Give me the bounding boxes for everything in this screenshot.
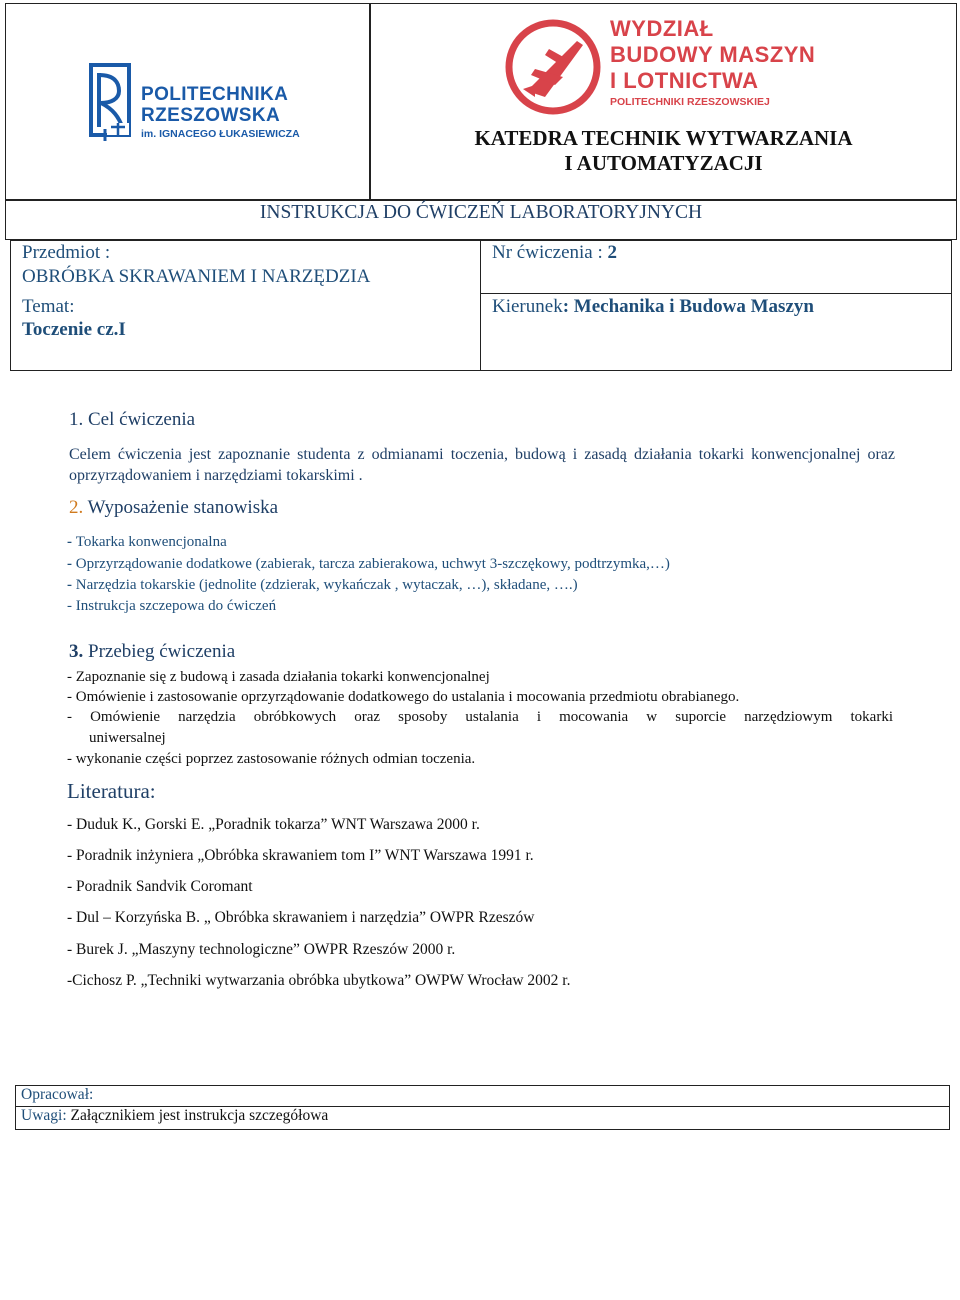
equipment-item: [67, 575, 578, 595]
equipment-item: [67, 554, 670, 574]
procedure-item: - Omówienie i zastosowanie oprzyrządowanie dodatkowego do ustalania i mocowania przedmiotu obrabianego.: [67, 689, 740, 705]
topic-label: Temat:: [22, 296, 75, 317]
university-crest-icon: [89, 63, 133, 143]
equipment-dash: -: [67, 534, 76, 550]
section3-title-number: 3.: [69, 641, 84, 662]
exercise-number: 2: [607, 242, 618, 263]
subject-value: OBRÓBKA SKRAWANIEM I NARZĘDZIA: [22, 266, 371, 287]
literature-item: - Burek J. „Maszyny technologiczne” OWPR Rzeszów 2000 r.: [67, 941, 456, 958]
section1-text: Celem ćwiczenia jest zapoznanie studenta z odmianami toczenia, budową i zasadą działania tokarki konwencjonalnej oraz oprzyrządowaniem i narzędziami tokarskimi .: [69, 446, 895, 484]
notes-row: [21, 1107, 328, 1125]
procedure-item-continuation: uniwersalnej: [89, 730, 166, 746]
university-name-line3: im. IGNACEGO ŁUKASIEWICZA: [141, 128, 300, 140]
prepared-by-label: Opracował:: [21, 1086, 94, 1103]
section2-title-number: 2.: [69, 497, 84, 518]
procedure-item: - Omówienie narzędzia obróbkowych oraz sposoby ustalania i mocowania w suporcie narzędziowym tokarki: [67, 709, 893, 725]
procedure-item: - Zapoznanie się z budową i zasada działania tokarki konwencjonalnej: [67, 669, 490, 685]
procedure-item: - wykonanie części poprzez zastosowanie różnych odmian toczenia.: [67, 751, 476, 767]
direction-row: [492, 296, 814, 318]
exercise-number-row: [492, 242, 617, 264]
direction-label: Kierunek: [492, 296, 563, 317]
university-name-line2: RZESZOWSKA: [141, 105, 281, 126]
equipment-text: Oprzyrządowanie dodatkowe (zabierak, tarcza zabierakowa, uchwyt 3-szczękowy, podtrzymka,…): [75, 556, 670, 572]
airplane-emblem-icon: [505, 19, 601, 115]
equipment-dash: -: [67, 577, 76, 593]
section1-title: 1. Cel ćwiczenia: [69, 409, 196, 430]
faculty-name-line4: POLITECHNIKI RZESZOWSKIEJ: [610, 96, 770, 108]
section3-title-text: Przebieg ćwiczenia: [83, 641, 236, 662]
section2-title: [69, 497, 278, 519]
info-divider-horizontal: [480, 293, 952, 294]
literature-item: - Duduk K., Gorski E. „Poradnik tokarza” WNT Warszawa 2000 r.: [67, 816, 480, 833]
subject-label: Przedmiot :: [22, 242, 111, 263]
university-name-line1: POLITECHNIKA: [141, 84, 289, 105]
literature-title: Literatura:: [67, 779, 156, 803]
instruction-title: INSTRUKCJA DO ĆWICZEŃ LABORATORYJNYCH: [259, 202, 703, 223]
direction-value: : Mechanika i Budowa Maszyn: [562, 296, 814, 317]
section3-title: [69, 641, 235, 663]
faculty-name-line2: BUDOWY MASZYN: [610, 42, 816, 67]
faculty-name-line1: WYDZIAŁ: [610, 16, 714, 41]
equipment-text: Tokarka konwencjonalna: [75, 534, 227, 550]
equipment-dash: -: [67, 598, 76, 614]
equipment-text: Narzędzia tokarskie (jednolite (zdzierak, wykańczak , wytaczak, …), składane, ….): [75, 577, 578, 593]
equipment-text: Instrukcja szczepowa do ćwiczeń: [75, 598, 277, 614]
equipment-dash: -: [67, 556, 76, 572]
equipment-item: [67, 532, 227, 552]
literature-item: - Poradnik Sandvik Coromant: [67, 878, 253, 895]
literature-item: - Dul – Korzyńska B. „ Obróbka skrawaniem i narzędzia” OWPR Rzeszów: [67, 909, 535, 926]
department-name-line2: I AUTOMATYZACJI: [564, 151, 763, 175]
equipment-item: [67, 596, 276, 616]
notes-value: Załącznikiem jest instrukcja szczegółowa: [66, 1107, 329, 1124]
info-divider-vertical: [480, 240, 481, 371]
exercise-label: Nr ćwiczenia :: [492, 242, 603, 263]
section2-title-text: Wyposażenie stanowiska: [83, 497, 279, 518]
faculty-name-line3: I LOTNICTWA: [610, 68, 759, 93]
literature-item: - Poradnik inżyniera „Obróbka skrawaniem tom I” WNT Warszawa 1991 r.: [67, 847, 534, 864]
notes-label: Uwagi:: [21, 1107, 67, 1124]
literature-item: -Cichosz P. „Techniki wytwarzania obróbka ubytkowa” OWPW Wrocław 2002 r.: [67, 972, 571, 989]
department-name-line1: KATEDRA TECHNIK WYTWARZANIA: [474, 126, 853, 150]
header-divider-horizontal: [5, 199, 957, 201]
topic-value: Toczenie cz.I: [22, 319, 126, 340]
